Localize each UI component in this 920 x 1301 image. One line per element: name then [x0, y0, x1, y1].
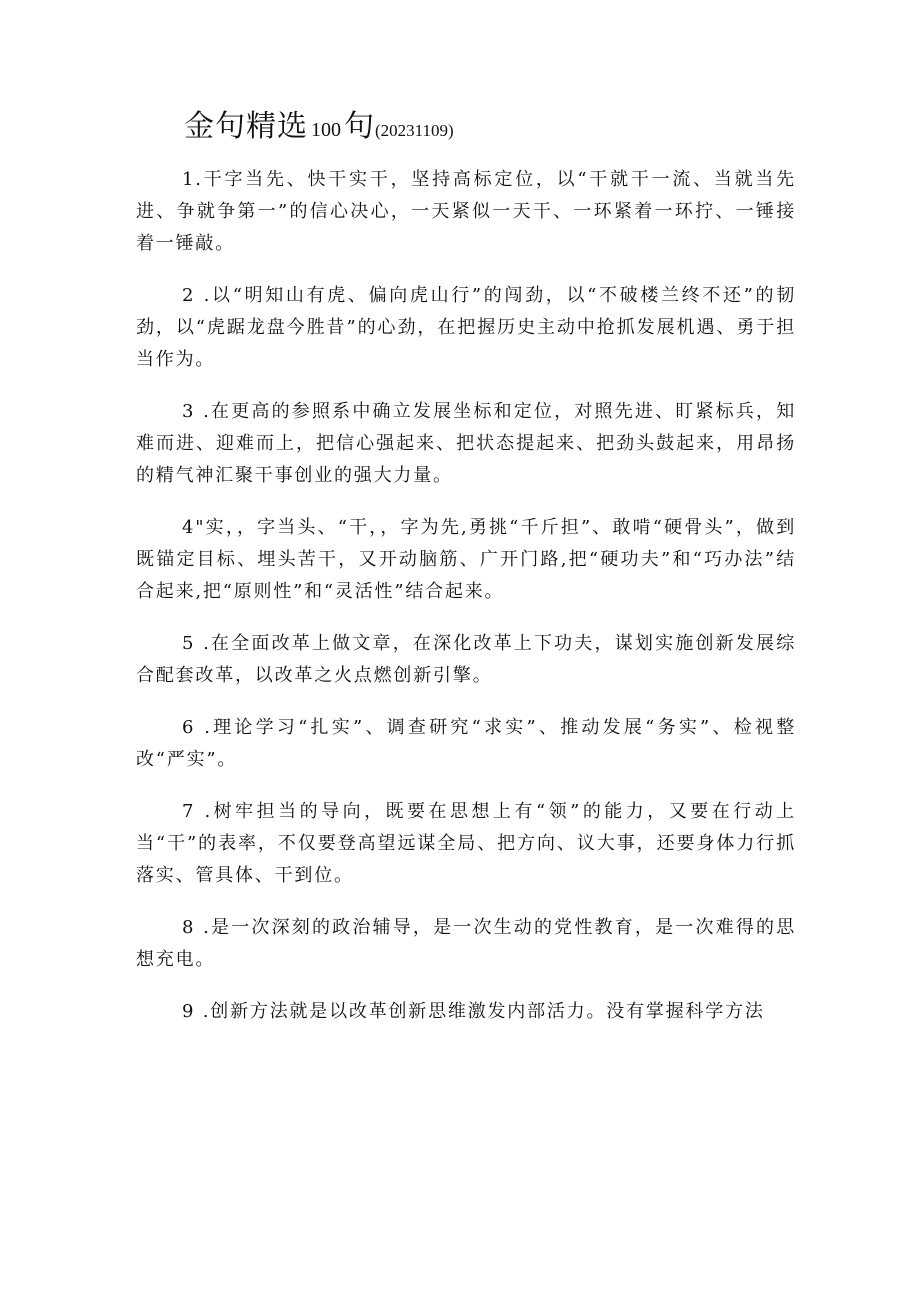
document-title: [184, 109, 454, 144]
quote-item-7: 7 .树牢担当的导向，既要在思想上有“领”的能力，又要在行动上当“干”的表率，不仅要登高望远谋全局、把方向、议大事，还要身体力行抓落实、管具体、干到位。: [136, 801, 796, 886]
quote-item-4: 4"实，，字当头、“干，，字为先,勇挑“千斤担”、敢啃“硬骨头”，做到既锚定目标、埋头苦干，又开动脑筋、广开门路,把“硬功夫”和“巧办法”结合起来,把“原则性”和“灵活性”结合起来。: [136, 517, 796, 602]
title-main: 金句精选: [184, 109, 308, 144]
quote-item-6: 6 .理论学习“扎实”、调查研究“求实”、推动发展“务实”、检视整改“严实”。: [136, 717, 796, 770]
title-date: (20231109): [375, 121, 454, 140]
quote-item-8: 8 .是一次深刻的政治辅导，是一次生动的党性教育，是一次难得的思想充电。: [136, 917, 796, 970]
quote-item-1: 1.干字当先、快干实干，坚持高标定位，以“干就干一流、当就当先进、争就争第一”的信心决心，一天紧似一天干、一环紧着一环拧、一锤接着一锤敲。: [136, 169, 796, 254]
quote-item-5: 5 .在全面改革上做文章，在深化改革上下功夫，谋划实施创新发展综合配套改革，以改革之火点燃创新引擎。: [136, 633, 796, 686]
title-suffix: 句: [344, 109, 375, 144]
quote-list: [136, 164, 796, 1048]
quote-item-2: 2 .以“明知山有虎、偏向虎山行”的闯劲，以“不破楼兰终不还”的韧劲，以“虎踞龙盘今胜昔”的心劲，在把握历史主动中抢抓发展机遇、勇于担当作为。: [136, 285, 796, 370]
quote-item-3: 3 .在更高的参照系中确立发展坐标和定位，对照先进、盯紧标兵，知难而进、迎难而上，把信心强起来、把状态提起来、把劲头鼓起来，用昂扬的精气神汇聚干事创业的强大力量。: [136, 401, 796, 486]
quote-item-9: 9 .创新方法就是以改革创新思维激发内部活力。没有掌握科学方法: [182, 1001, 765, 1022]
title-number: 100: [311, 119, 341, 141]
